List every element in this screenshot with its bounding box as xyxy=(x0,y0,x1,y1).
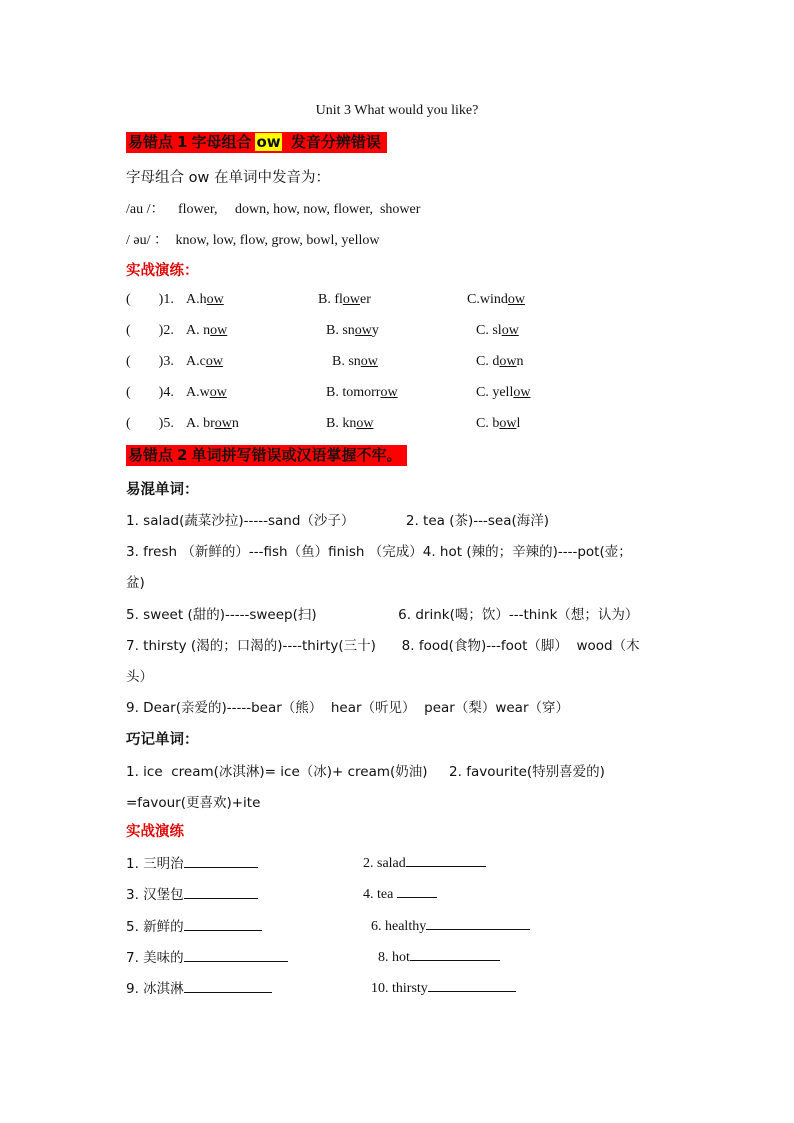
choice-a-prefix: A. br xyxy=(186,416,215,431)
answer-blank[interactable] xyxy=(184,853,258,868)
answer-blank[interactable] xyxy=(428,977,516,992)
choice-b-underlined: ow xyxy=(342,292,361,307)
answer-parenthesis[interactable]: ( )5. xyxy=(126,416,174,431)
choice-c xyxy=(476,323,519,339)
choice-c-prefix: C. yell xyxy=(476,385,514,400)
answer-blank[interactable] xyxy=(426,915,530,930)
vocab-right xyxy=(363,852,486,872)
choice-a-underlined: ow xyxy=(210,323,228,338)
confusing-line-5: 9. Dear(亲爱的)-----bear（熊） hear（听见） pear（梨）wear（穿） xyxy=(126,700,570,716)
section2-label: 易错点 xyxy=(128,446,174,464)
choice-c-prefix: C. b xyxy=(476,416,500,431)
choice-c xyxy=(476,385,530,401)
vocab-left-prompt: 3. 汉堡包 xyxy=(126,887,184,903)
section1-intro: 字母组合 ow 在单词中发音为： xyxy=(126,170,330,186)
vocab-right-prompt: 10. thirsty xyxy=(371,981,428,996)
answer-parenthesis[interactable]: ( )1. xyxy=(126,292,174,307)
choice-a-prefix: A.c xyxy=(186,354,206,369)
section1-practice-title: 实战演练： xyxy=(126,263,199,279)
sound1-label: /au /： xyxy=(126,202,165,217)
choice-a-underlined: ow xyxy=(209,385,227,400)
choice-c-prefix: C. sl xyxy=(476,323,502,338)
vocab-right-prompt: 8. hot xyxy=(378,950,410,965)
choice-c-suffix: l xyxy=(516,416,521,431)
choice-c-underlined: ow xyxy=(499,354,517,369)
vocab-left-prompt: 1. 三明治 xyxy=(126,856,184,872)
choice-c-underlined: ow xyxy=(507,292,525,307)
choice-b xyxy=(318,292,371,308)
answer-blank[interactable] xyxy=(410,946,500,961)
section2-practice-title: 实战演练 xyxy=(126,824,184,840)
vocab-right xyxy=(363,883,437,903)
choice-b xyxy=(326,385,398,401)
vocab-left xyxy=(126,915,262,935)
confusing-line-3: 5. sweet (甜的)-----sweep(扫) 6. drink(喝；饮）---think（想；认为） xyxy=(126,607,639,623)
sound2-label: / əu/ ： xyxy=(126,233,168,248)
vocab-right-prompt: 4. tea xyxy=(363,887,394,902)
section2-text: 单词拼写错误或汉语掌握不牢。 xyxy=(191,446,402,464)
choice-b xyxy=(326,416,373,432)
choice-a-suffix: n xyxy=(231,416,239,431)
answer-parenthesis[interactable]: ( )2. xyxy=(126,323,174,338)
confusing-line-2: 3. fresh （新鲜的）---fish（鱼）finish （完成）4. hot (辣的；辛辣的)----pot(壶； xyxy=(126,544,632,560)
choice-b-underlined: ow xyxy=(356,416,374,431)
vocab-right xyxy=(371,915,530,935)
sound2-line xyxy=(126,229,380,249)
choice-c-prefix: C. d xyxy=(476,354,500,369)
choice-a xyxy=(186,292,224,308)
vocab-left xyxy=(126,977,272,997)
memory-line-1: 1. ice cream(冰淇淋)= ice（冰)+ cream(奶油) 2. favourite(特别喜爱的) xyxy=(126,764,605,780)
vocab-left-prompt: 7. 美味的 xyxy=(126,950,184,966)
choice-c-underlined: ow xyxy=(499,416,517,431)
confusing-line-4: 7. thirsty (渴的；口渴的)----thirty(三十) 8. food(食物)---foot（脚） wood（木 xyxy=(126,638,640,654)
memory-words-title: 巧记单词： xyxy=(126,732,199,748)
choice-c xyxy=(476,354,523,370)
vocab-left-prompt: 5. 新鲜的 xyxy=(126,919,184,935)
choice-b-underlined: ow xyxy=(360,354,378,369)
choice-c xyxy=(467,292,525,308)
vocab-right-prompt: 6. healthy xyxy=(371,919,427,934)
vocab-right xyxy=(371,977,516,997)
choice-b-prefix: B. sn xyxy=(326,323,355,338)
confusing-line-1: 1. salad(蔬菜沙拉)-----sand（沙子） 2. tea (茶)---sea(海洋) xyxy=(126,513,550,529)
choice-a xyxy=(186,354,223,370)
choice-a xyxy=(186,385,227,401)
choice-b-suffix: y xyxy=(371,323,379,338)
choice-b-underlined: ow xyxy=(380,385,398,400)
choice-c-prefix: C.wind xyxy=(467,292,508,307)
section1-text-b: 发音分辨错误 xyxy=(290,133,381,151)
vocab-right xyxy=(378,946,500,966)
choice-b-prefix: B. sn xyxy=(332,354,361,369)
choice-a-prefix: A.h xyxy=(186,292,207,307)
choice-a-underlined: ow xyxy=(206,292,224,307)
choice-b-prefix: B. tomorr xyxy=(326,385,381,400)
section1-number: 1 xyxy=(177,133,188,151)
choice-b-underlined: ow xyxy=(354,323,372,338)
sound2-words: know, low, flow, grow, bowl, yellow xyxy=(175,233,380,248)
choice-a-prefix: A.w xyxy=(186,385,210,400)
choice-b-suffix: er xyxy=(360,292,371,307)
vocab-left xyxy=(126,883,258,903)
choice-c-suffix: n xyxy=(516,354,524,369)
memory-line-2: =favour(更喜欢)+ite xyxy=(126,795,261,811)
confusing-line-2-cont: 盆) xyxy=(126,575,145,591)
section1-text-a: 字母组合 xyxy=(191,133,252,151)
choice-a xyxy=(186,323,227,339)
section1-header xyxy=(126,132,387,153)
choice-b-prefix: B. fl xyxy=(318,292,343,307)
choice-c xyxy=(476,416,520,432)
vocab-left-prompt: 9. 冰淇淋 xyxy=(126,981,184,997)
section2-header xyxy=(126,445,407,466)
choice-c-underlined: ow xyxy=(501,323,519,338)
section1-label: 易错点 xyxy=(128,133,174,151)
confusing-line-4-cont: 头） xyxy=(126,669,153,685)
answer-blank[interactable] xyxy=(406,852,486,867)
answer-blank[interactable] xyxy=(184,916,262,931)
choice-b-prefix: B. kn xyxy=(326,416,357,431)
section1-highlight: ow xyxy=(256,133,281,151)
answer-parenthesis[interactable]: ( )3. xyxy=(126,354,174,369)
answer-parenthesis[interactable]: ( )4. xyxy=(126,385,174,400)
answer-blank[interactable] xyxy=(184,978,272,993)
choice-b xyxy=(332,354,378,370)
sound1-words: flower, down, how, now, flower, shower xyxy=(178,202,421,217)
page-title: Unit 3 What would you like? xyxy=(315,103,479,118)
answer-blank[interactable] xyxy=(397,883,437,898)
vocab-left xyxy=(126,946,288,966)
choice-b xyxy=(326,323,379,339)
choice-a xyxy=(186,416,239,432)
answer-blank[interactable] xyxy=(184,884,258,899)
choice-a-underlined: ow xyxy=(205,354,223,369)
confusing-words-title: 易混单词： xyxy=(126,482,199,498)
choice-a-prefix: A. n xyxy=(186,323,211,338)
vocab-right-prompt: 2. salad xyxy=(363,856,406,871)
answer-blank[interactable] xyxy=(184,947,288,962)
choice-c-underlined: ow xyxy=(513,385,531,400)
vocab-left xyxy=(126,852,258,872)
sound1-line xyxy=(126,198,420,218)
section2-number: 2 xyxy=(177,446,188,464)
choice-a-underlined: ow xyxy=(214,416,232,431)
